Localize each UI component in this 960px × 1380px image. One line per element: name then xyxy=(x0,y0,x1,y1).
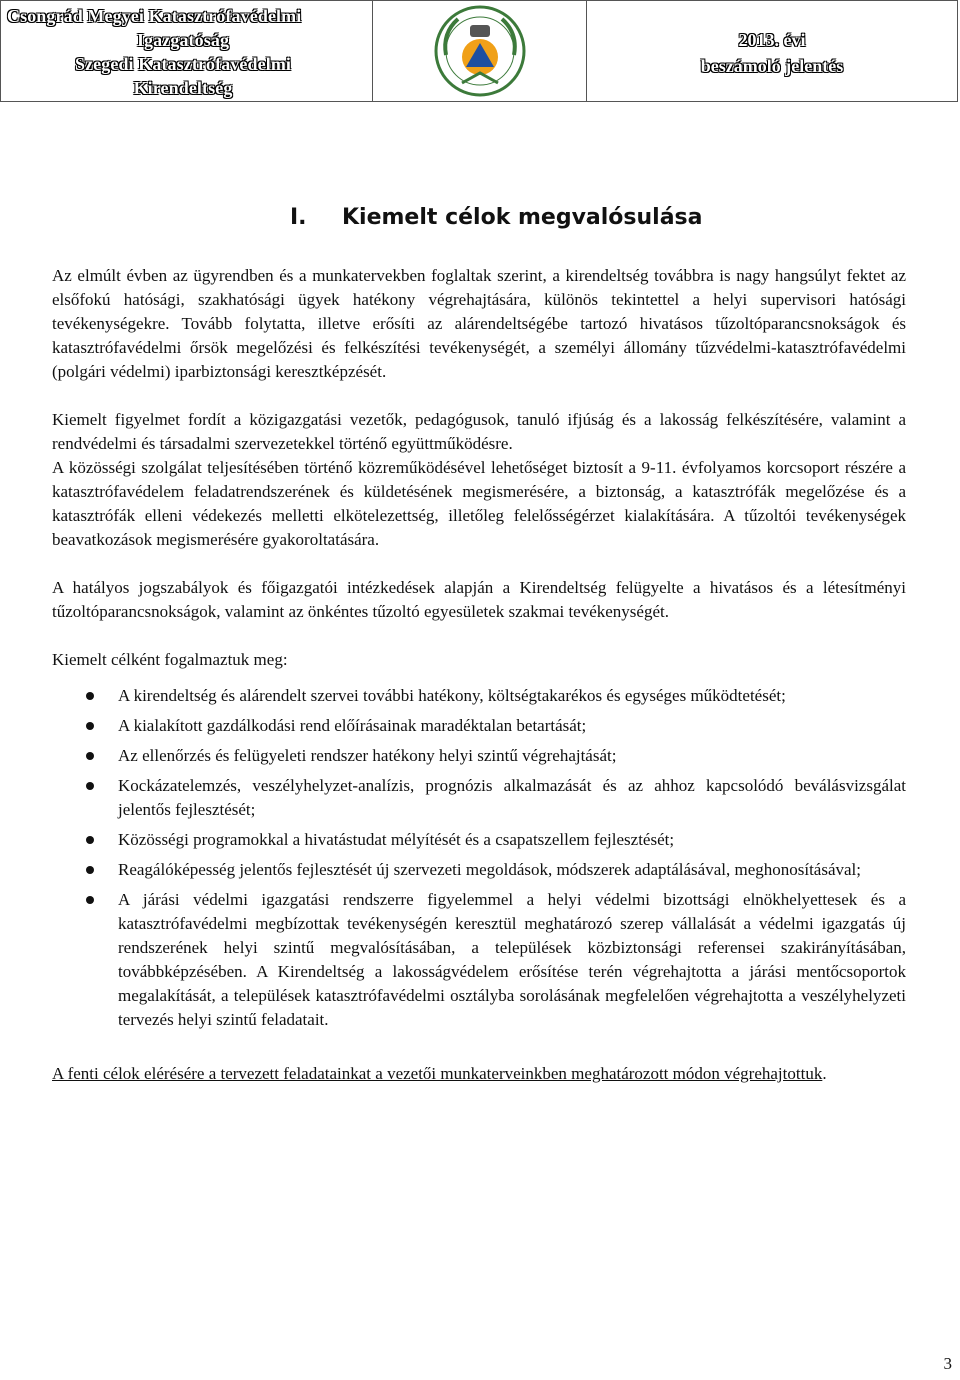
page-header xyxy=(0,0,958,102)
report-type: beszámoló jelentés xyxy=(700,56,844,76)
report-year: 2013. évi xyxy=(738,30,806,50)
disaster-management-emblem-icon xyxy=(432,3,528,99)
section-number: I. xyxy=(290,205,307,230)
closing-paragraph xyxy=(52,1062,906,1086)
list-item: A járási védelmi igazgatási rendszerre figyelemmel a helyi védelmi bizottsági elnökhelyettesek és a katasztrófavédelmi megbízottak tevékenységén keresztül meghatározó szerep vállalását a védelmi igazgatás új rendszerének helyi szintű megvalósításában, a települések közbiztonsági referensei szakirányításában, továbbképzésében. A Kirendeltség a lakosságvédelem erősítése terén végrehajtotta a járási mentőcsoportok megalakítását, a települések katasztrófavédelmi osztályba sorolásának megfelelően végrehajtotta a veszélyhelyzeti tervezés helyi szintű feladatait. xyxy=(52,888,906,1032)
paragraph-4: A hatályos jogszabályok és főigazgatói intézkedések alapján a Kirendeltség felügyelte a hivatásos és a létesítményi tűzoltóparancsnokságok, valamint az önkéntes tűzoltó egyesületek szakmai tevékenységét. xyxy=(52,578,906,621)
closing-period: . xyxy=(822,1064,827,1083)
goals-intro: Kiemelt célként fogalmaztuk meg: xyxy=(52,650,288,669)
paragraph-2: Kiemelt figyelmet fordít a közigazgatási vezetők, pedagógusok, tanuló ifjúság és a lakosság felkészítésére, valamint a rendvédelmi és társadalmi szervezetekkel történő együttműködésre. xyxy=(52,410,906,453)
org-line-4: Kirendeltség xyxy=(133,78,233,98)
bullet-icon xyxy=(86,782,94,790)
emblem-cell xyxy=(373,1,587,101)
org-line-2: Igazgatóság xyxy=(136,30,230,50)
list-item: Az ellenőrzés és felügyeleti rendszer hatékony helyi szintű végrehajtását; xyxy=(52,744,906,768)
page-number: 3 xyxy=(943,1354,952,1373)
document-body xyxy=(52,264,906,1086)
closing-underlined-text: A fenti célok elérésére a tervezett feladatainkat a vezetői munkaterveinkben meghatározott módon végrehajtottuk xyxy=(52,1064,823,1083)
list-item: A kirendeltség és alárendelt szervei további hatékony, költségtakarékos és egységes működtetését; xyxy=(52,684,906,708)
org-line-3: Szegedi Katasztrófavédelmi xyxy=(74,54,292,74)
bullet-icon xyxy=(86,866,94,874)
paragraph-3: A közösségi szolgálat teljesítésében történő közreműködésével lehetőséget biztosít a 9-11. évfolyamos korcsoport részére a katasztrófavédelem feladatrendszerének és küldetésének megismerésére, a biztonság, a katasztrófák megelőzése és a katasztrófák elleni védekezés melletti elkötelezettség, illetőleg felelősségérzet kialakítására. A tűzoltói tevékenységek beavatkozások megismerésére gyakoroltatására. xyxy=(52,458,906,549)
list-item: Reagálóképesség jelentős fejlesztését új szervezeti megoldások, módszerek adaptálásával, meghonosításával; xyxy=(52,858,906,882)
list-item: Kockázatelemzés, veszélyhelyzet-analízis, prognózis alkalmazását és az ahhoz kapcsolódó beválásvizsgálat jelentős fejlesztését; xyxy=(52,774,906,822)
section-title-text: Kiemelt célok megvalósulása xyxy=(342,205,703,230)
bullet-icon xyxy=(86,722,94,730)
list-item: Közösségi programokkal a hivatástudat mélyítését és a csapatszellem fejlesztését; xyxy=(52,828,906,852)
report-label xyxy=(587,1,957,103)
bullet-icon xyxy=(86,836,94,844)
list-item: A kialakított gazdálkodási rend előírásainak maradéktalan betartását; xyxy=(52,714,906,738)
bullet-icon xyxy=(86,896,94,904)
bullet-icon xyxy=(86,692,94,700)
org-line-1: Csongrád Megyei Katasztrófavédelmi xyxy=(7,6,302,26)
section-heading xyxy=(290,205,703,230)
goals-list xyxy=(52,684,906,1032)
paragraph-1: Az elmúlt évben az ügyrendben és a munkatervekben foglaltak szerint, a kirendeltség továbbra is nagy hangsúlyt fektet az elsőfokú hatósági, szakhatósági ügyek hatékony végrehajtására, különös tekintettel a helyi supervisori hatósági tevékenységekre. Tovább folytatta, illetve erősíti az alárendeltségébe tartozó hivatásos tűzoltóparancsnokságok és katasztrófavédelmi őrsök megelőzési és felkészítési tevékenységét, a személyi állomány tűzvédelmi-katasztrófavédelmi (polgári védelmi) iparbiztonsági keresztképzését. xyxy=(52,266,906,381)
bullet-icon xyxy=(86,752,94,760)
organization-name xyxy=(1,1,373,101)
